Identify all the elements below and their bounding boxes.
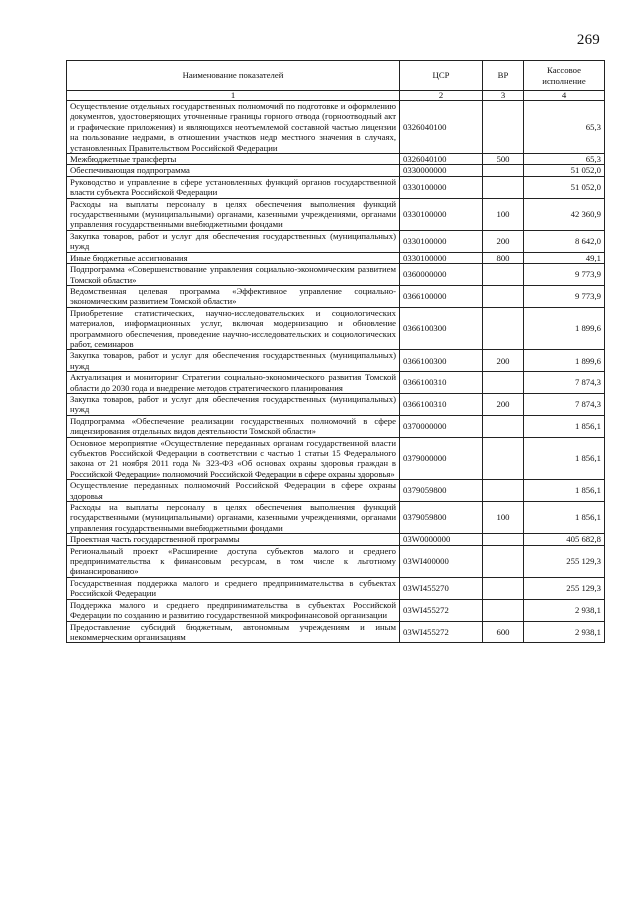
row-csr-cell: 0326040100 (400, 101, 483, 154)
table-row (67, 599, 605, 621)
row-name-cell: Подпрограмма «Совершенствование управления социально-экономическим развитием Томской области» (67, 264, 400, 286)
row-vr-cell (483, 101, 524, 154)
row-csr-cell: 0366100300 (400, 350, 483, 372)
budget-table (66, 60, 605, 643)
table-row (67, 393, 605, 415)
row-csr-cell: 03WI455272 (400, 621, 483, 643)
row-vr-cell (483, 577, 524, 599)
table-row (67, 252, 605, 263)
row-name-cell: Расходы на выплаты персоналу в целях обеспечения выполнения функций государственными (муниципальными) органами, казенными учреждениями, органами управления государственными внебюджетными фондами (67, 502, 400, 534)
row-vr-cell (483, 415, 524, 437)
row-amount-cell: 49,1 (524, 252, 605, 263)
row-amount-cell: 1 899,6 (524, 307, 605, 350)
row-vr-cell: 100 (483, 198, 524, 230)
row-vr-cell: 500 (483, 154, 524, 165)
row-name-cell: Подпрограмма «Обеспечение реализации государственных полномочий в сфере лицензирования отдельных видов деятельности Томской области» (67, 415, 400, 437)
row-amount-cell: 1 856,1 (524, 502, 605, 534)
table-row (67, 350, 605, 372)
row-amount-cell: 1 899,6 (524, 350, 605, 372)
row-name-cell: Закупка товаров, работ и услуг для обеспечения государственных (муниципальных) нужд (67, 393, 400, 415)
table-row (67, 534, 605, 545)
row-csr-cell: 0379000000 (400, 437, 483, 480)
row-amount-cell: 9 773,9 (524, 285, 605, 307)
row-amount-cell: 7 874,3 (524, 372, 605, 394)
table-row (67, 437, 605, 480)
row-amount-cell: 255 129,3 (524, 545, 605, 577)
row-amount-cell: 65,3 (524, 101, 605, 154)
row-name-cell: Проектная часть государственной программы (67, 534, 400, 545)
row-vr-cell: 100 (483, 502, 524, 534)
column-number: 2 (400, 91, 483, 101)
row-name-cell: Ведомственная целевая программа «Эффективное управление социально-экономическим развитием Томской области» (67, 285, 400, 307)
row-csr-cell: 03W0000000 (400, 534, 483, 545)
row-amount-cell: 1 856,1 (524, 480, 605, 502)
row-name-cell: Приобретение статистических, научно-исследовательских и социологических материалов, информационных услуг, включая модернизацию и обновление программного обеспечения, проведение научно-исследовательских и социологических работ, семинаров (67, 307, 400, 350)
row-csr-cell: 0330000000 (400, 165, 483, 176)
row-csr-cell: 0330100000 (400, 176, 483, 198)
table-row (67, 545, 605, 577)
table-row (67, 577, 605, 599)
row-name-cell: Руководство и управление в сфере установленных функций органов государственной власти субъекта Российской Федерации (67, 176, 400, 198)
row-vr-cell (483, 264, 524, 286)
column-number: 1 (67, 91, 400, 101)
row-amount-cell: 51 052,0 (524, 165, 605, 176)
row-name-cell: Осуществление отдельных государственных полномочий по подготовке и оформлению документов, удостоверяющих уточненные границы горного отвода (горноотводный акт и графические приложения) и являющихся неотъемлемой составной частью лицензии на пользование недрами, в отношении участков недр местного значения в случаях, установленных Правительством Российской Федерации (67, 101, 400, 154)
table-body (67, 101, 605, 643)
row-name-cell: Закупка товаров, работ и услуг для обеспечения государственных (муниципальных) нужд (67, 230, 400, 252)
row-csr-cell: 0379059800 (400, 480, 483, 502)
row-amount-cell: 1 856,1 (524, 437, 605, 480)
row-name-cell: Расходы на выплаты персоналу в целях обеспечения выполнения функций государственными (муниципальными) органами, казенными учреждениями, органами управления государственными внебюджетными фондами (67, 198, 400, 230)
row-vr-cell (483, 599, 524, 621)
table-header-row (67, 61, 605, 91)
row-csr-cell: 0360000000 (400, 264, 483, 286)
table-row (67, 264, 605, 286)
row-csr-cell: 03WI455270 (400, 577, 483, 599)
header-name: Наименование показателей (67, 61, 400, 91)
table-row (67, 154, 605, 165)
row-amount-cell: 2 938,1 (524, 621, 605, 643)
row-vr-cell (483, 437, 524, 480)
column-number: 4 (524, 91, 605, 101)
row-vr-cell (483, 165, 524, 176)
table-row (67, 285, 605, 307)
table-row (67, 230, 605, 252)
row-name-cell: Межбюджетные трансферты (67, 154, 400, 165)
row-amount-cell: 51 052,0 (524, 176, 605, 198)
row-amount-cell: 8 642,0 (524, 230, 605, 252)
row-name-cell: Основное мероприятие «Осуществление переданных органам государственной власти субъектов Российской Федерации в соответствии с частью 1 статьи 15 Федерального закона от 21 ноября 2011 года № 323-ФЗ «Об основах охраны здоровья граждан в Российской Федерации» полномочий Российской Федерации в сфере охраны здоровья» (67, 437, 400, 480)
row-amount-cell: 2 938,1 (524, 599, 605, 621)
row-name-cell: Обеспечивающая подпрограмма (67, 165, 400, 176)
table-row (67, 307, 605, 350)
row-csr-cell: 0379059800 (400, 502, 483, 534)
row-name-cell: Закупка товаров, работ и услуг для обеспечения государственных (муниципальных) нужд (67, 350, 400, 372)
row-amount-cell: 1 856,1 (524, 415, 605, 437)
row-vr-cell (483, 176, 524, 198)
row-vr-cell: 600 (483, 621, 524, 643)
header-vr: ВР (483, 61, 524, 91)
row-name-cell: Иные бюджетные ассигнования (67, 252, 400, 263)
table-row (67, 176, 605, 198)
row-vr-cell: 200 (483, 230, 524, 252)
row-csr-cell: 0326040100 (400, 154, 483, 165)
row-amount-cell: 255 129,3 (524, 577, 605, 599)
header-csr: ЦСР (400, 61, 483, 91)
table-row (67, 372, 605, 394)
row-vr-cell (483, 480, 524, 502)
row-name-cell: Осуществление переданных полномочий Российской Федерации в сфере охраны здоровья (67, 480, 400, 502)
row-vr-cell (483, 545, 524, 577)
table-row (67, 502, 605, 534)
row-vr-cell: 200 (483, 393, 524, 415)
row-vr-cell (483, 534, 524, 545)
table-row (67, 415, 605, 437)
row-name-cell: Предоставление субсидий бюджетным, автономным учреждениям и иным некоммерческим организациям (67, 621, 400, 643)
table-row (67, 165, 605, 176)
table-row (67, 198, 605, 230)
row-amount-cell: 405 682,8 (524, 534, 605, 545)
table-row (67, 621, 605, 643)
row-csr-cell: 0330100000 (400, 230, 483, 252)
row-csr-cell: 03WI455272 (400, 599, 483, 621)
row-vr-cell (483, 307, 524, 350)
row-name-cell: Поддержка малого и среднего предпринимательства в субъектах Российской Федерации по созданию и развитию государственной микрофинансовой организации (67, 599, 400, 621)
row-csr-cell: 0330100000 (400, 252, 483, 263)
row-csr-cell: 0366100310 (400, 393, 483, 415)
header-amount: Кассовое исполнение (524, 61, 605, 91)
row-amount-cell: 65,3 (524, 154, 605, 165)
column-number: 3 (483, 91, 524, 101)
row-vr-cell: 800 (483, 252, 524, 263)
row-name-cell: Государственная поддержка малого и среднего предпринимательства в субъектах Российской Федерации (67, 577, 400, 599)
row-csr-cell: 0330100000 (400, 198, 483, 230)
column-number-row (67, 91, 605, 101)
row-csr-cell: 0366100300 (400, 307, 483, 350)
row-name-cell: Региональный проект «Расширение доступа субъектов малого и среднего предпринимательства к финансовым ресурсам, в том числе к льготному финансированию» (67, 545, 400, 577)
row-csr-cell: 0370000000 (400, 415, 483, 437)
page-number: 269 (576, 32, 600, 48)
row-vr-cell (483, 285, 524, 307)
row-amount-cell: 9 773,9 (524, 264, 605, 286)
row-csr-cell: 0366100000 (400, 285, 483, 307)
row-amount-cell: 42 360,9 (524, 198, 605, 230)
row-vr-cell (483, 372, 524, 394)
row-name-cell: Актуализация и мониторинг Стратегии социально-экономического развития Томской области до 2030 года и внедрение методов стратегического планирования (67, 372, 400, 394)
table-row (67, 101, 605, 154)
row-csr-cell: 03WI400000 (400, 545, 483, 577)
row-csr-cell: 0366100310 (400, 372, 483, 394)
table-row (67, 480, 605, 502)
row-amount-cell: 7 874,3 (524, 393, 605, 415)
row-vr-cell: 200 (483, 350, 524, 372)
